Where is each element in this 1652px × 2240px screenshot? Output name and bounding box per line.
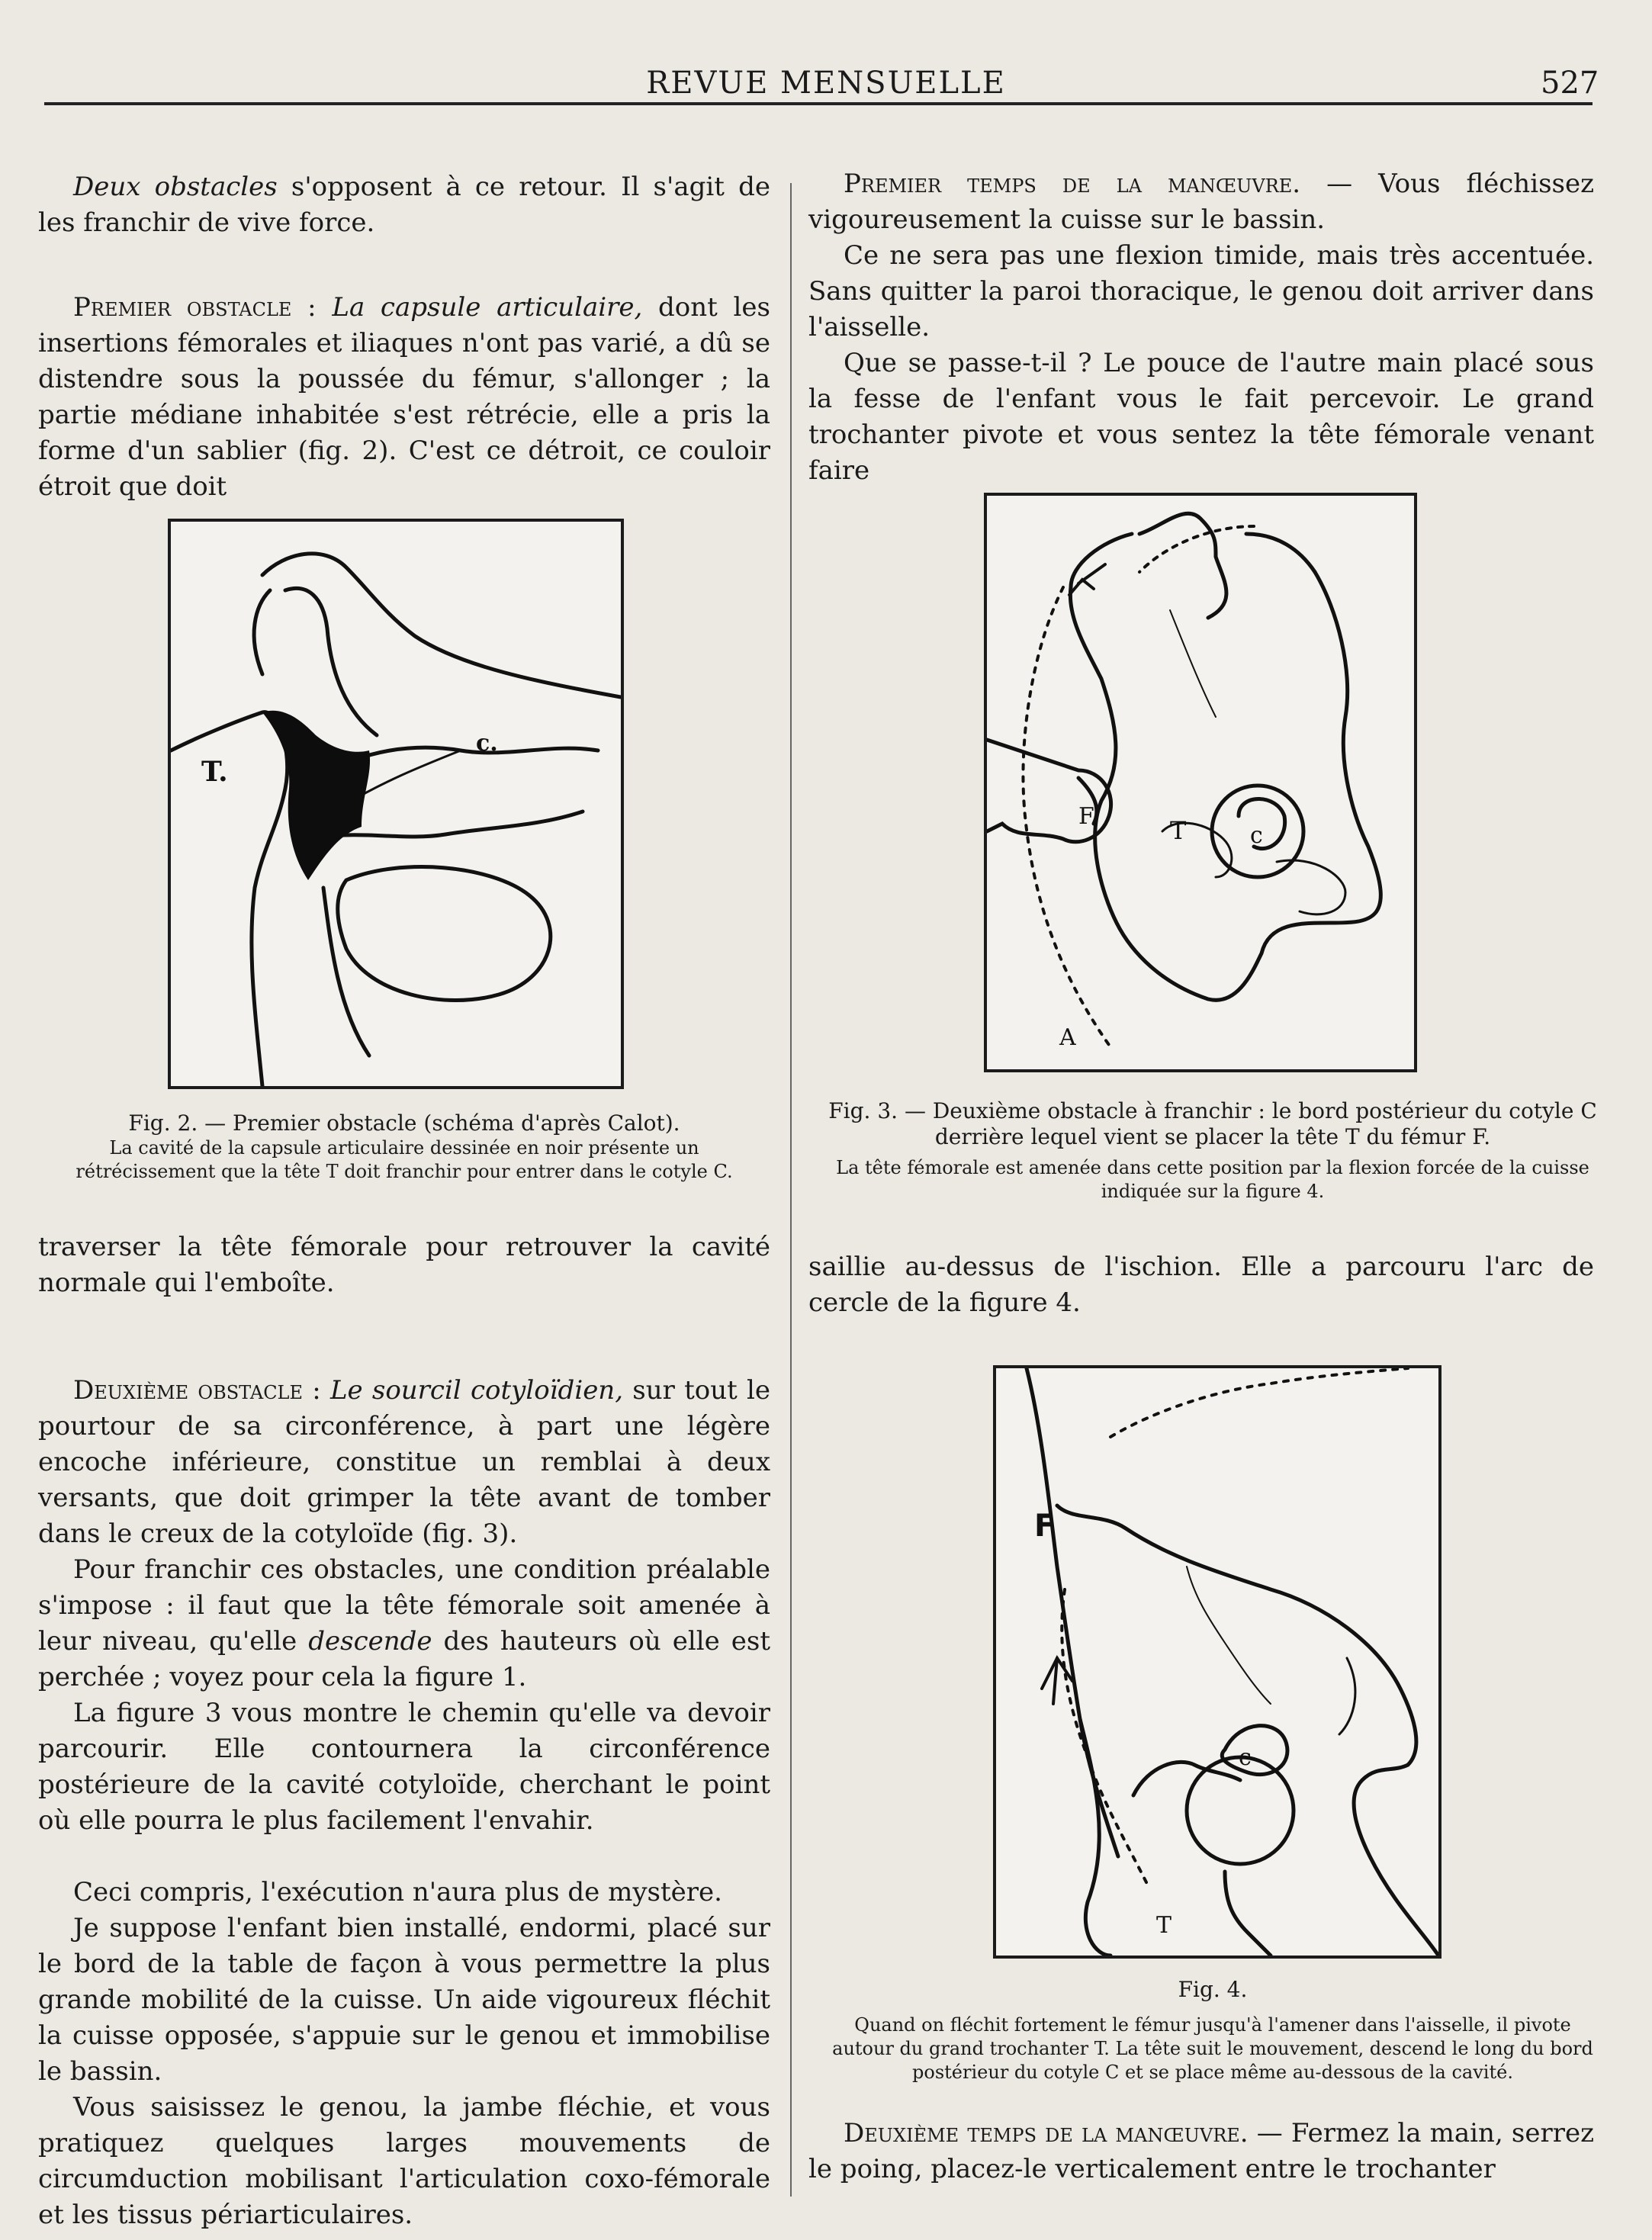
paragraph-text: dont les insertions fémorales et iliaques n'ont pas varié, a dû se distendre sous la poussée du fémur, s'allonger ; la partie médiane inhabitée s'est rétrécie, elle a pris la forme d'un sablier (fig. 2). C'est ce détroit, ce couloir étroit que doit [38,292,770,502]
paragraph-deux-obstacles [38,169,770,241]
figure-3-illustration [984,493,1417,1072]
paragraph-figure-3-path: La figure 3 vous montre le chemin qu'elle va devoir parcourir. Elle contournera la circonférence postérieure de la cavité cotyloïde, cherchant le point où elle pourra le plus facilement l'envahir. [38,1698,770,1836]
paragraph-saillie [808,1249,1594,1321]
paragraph-text: Vous fléchissez vigoureusement la cuisse sur le bassin. [808,169,1595,235]
paragraph-text: Ce ne sera pas une flexion timide, mais très accentuée. Sans quitter la paroi thoracique, le genou doit arriver dans l'aisselle. [808,240,1594,342]
label-c: c. [476,730,498,757]
paragraph-text: sur tout le pourtour de sa circonférence, à part une légère encoche inférieure, constitue un remblai à deux versants, que doit grimper la tête avant de tomber dans le creux de la cotyloïde (fig. 3). [38,1375,770,1549]
paragraph-text: des hauteurs où elle est perchée ; voyez pour cela la figure 1. [38,1626,770,1692]
section-lead: Premier obstacle : [73,292,317,323]
label-t: T. [201,756,228,788]
section-lead: Deuxième temps de la manœuvre. — [844,2118,1283,2148]
page-number: 527 [1541,66,1599,101]
label-t: T [1170,816,1187,845]
paragraph-text: Que se passe-t-il ? Le pouce de l'autre main placé sous la fesse de l'enfant vous le fait percevoir. Le grand trochanter pivote et vous sentez la tête fémorale venant faire [808,348,1594,486]
pelvis-femur-drawing [987,496,1414,1069]
section-lead: Premier temps de la manœuvre. — [844,169,1353,199]
figure-4-caption [824,1977,1602,2084]
header-rule [44,102,1593,105]
paragraph-text: Pour franchir ces obstacles, une condition préalable s'impose : il faut que la tête fémorale soit amenée à leur niveau, qu'elle [38,1554,770,1657]
femur-flexion-drawing [996,1368,1438,1956]
paragraph-text: Fermez la main, serrez le poing, placez-le verticalement entre le trochanter [808,2118,1594,2184]
label-c: c [1250,822,1263,849]
italic-term: descende [308,1626,432,1657]
caption-title: Fig. 4. [1178,1977,1248,2002]
caption-text: La cavité de la capsule articulaire dessinée en noir présente un rétrécissement que la tête T doit franchir pour entrer dans le cotyle C. [76,1137,733,1182]
paragraph-traverser [38,1229,770,1301]
paragraph-text: Je suppose l'enfant bien installé, endormi, placé sur le bord de la table de façon à vous permettre la plus grande mobilité de la cuisse. Un aide vigoureux fléchit la cuisse opposée, s'appuie sur le genou et immobilise le bassin. [38,1913,770,2087]
section-lead: Deuxième obstacle : [73,1375,321,1406]
paragraph-text: s'opposent à ce retour. Il s'agit de les franchir de vive force. [38,172,770,238]
paragraph-lead: Deux obstacles [73,172,278,202]
paragraph-text: Ceci compris, l'exécution n'aura plus de mystère. [73,1877,722,1907]
hip-capsule-drawing [171,522,621,1086]
italic-term: La capsule articulaire, [332,292,643,323]
paragraph-execution [38,1875,770,2233]
label-f: F [1078,803,1094,830]
label-a: A [1059,1024,1076,1051]
label-c: c [1239,1744,1252,1771]
column-divider [790,183,792,2197]
figure-3-caption [824,1098,1602,1204]
paragraph-text: saillie au-dessus de l'ischion. Elle a parcouru l'arc de cercle de la figure 4. [808,1252,1594,1318]
caption-title: Fig. 3. — Deuxième obstacle à franchir : le bord postérieur du cotyle C derrière lequel vient se placer la tête T du fémur F. [828,1098,1597,1149]
paragraph-text: traverser la tête fémorale pour retrouver la cavité normale qui l'emboîte. [38,1232,770,1298]
paragraph-deuxieme-obstacle [38,1373,770,1839]
italic-term: Le sourcil cotyloïdien, [329,1375,624,1406]
label-t: T [1156,1912,1172,1939]
caption-title: Fig. 2. — Premier obstacle (schéma d'après Calot). [128,1110,680,1136]
running-head: REVUE MENSUELLE [646,66,1006,101]
caption-text: La tête fémorale est amenée dans cette position par la flexion forcée de la cuisse indiquée sur la figure 4. [836,1157,1589,1202]
paragraph-text: Vous saisissez le genou, la jambe fléchie, et vous pratiquez quelques larges mouvements de circumduction mobilisant l'articulation coxo-fémorale et les tissus périarticulaires. [38,2092,770,2230]
paragraph-premier-temps [808,166,1594,489]
paragraph-premier-obstacle [38,290,770,505]
paragraph-deuxieme-temps [808,2116,1594,2187]
figure-4-illustration [993,1365,1441,1959]
label-f: F [1034,1509,1056,1544]
caption-text: Quand on fléchit fortement le fémur jusqu'à l'amener dans l'aisselle, il pivote autour du grand trochanter T. La tête suit le mouvement, descend le long du bord postérieur du cotyle C et se place même au-dessous de la cavité. [832,2014,1593,2083]
figure-2-illustration [168,519,624,1089]
figure-2-caption [46,1110,763,1184]
